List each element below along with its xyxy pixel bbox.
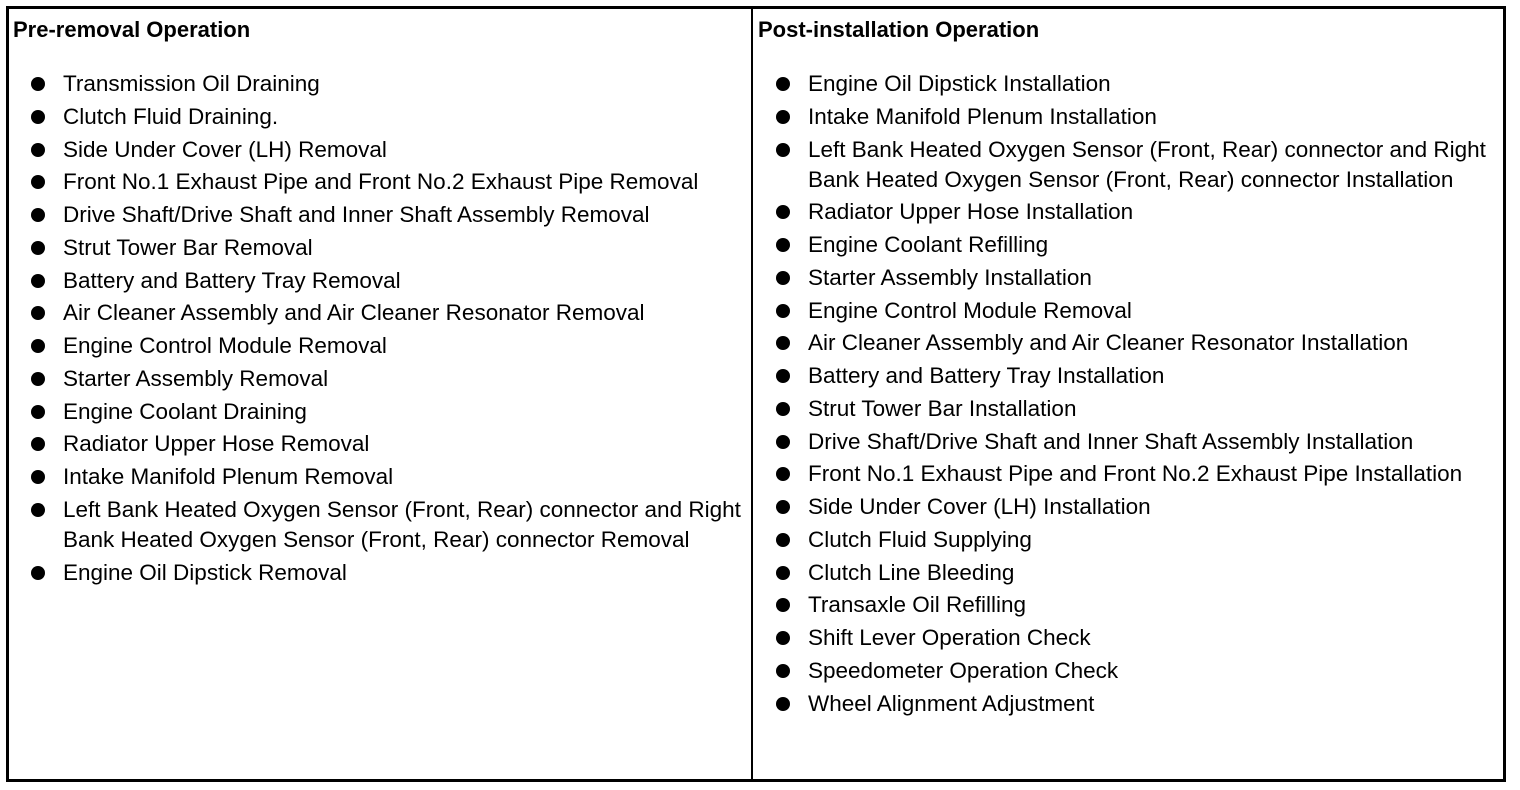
pre-removal-heading: Pre-removal Operation (13, 17, 251, 42)
list-item (758, 135, 1497, 195)
post-installation-heading: Post-installation Operation (758, 17, 1040, 42)
list-item (758, 263, 1497, 293)
bullet-icon (776, 77, 790, 91)
bullet-icon (31, 208, 45, 222)
bullet-icon (776, 205, 790, 219)
list-item-text: Starter Assembly Removal (63, 365, 329, 391)
list-item (13, 200, 743, 230)
list-item-text: Starter Assembly Installation (808, 264, 1092, 290)
list-item-text: Engine Oil Dipstick Installation (808, 71, 1111, 96)
pre-removal-column (9, 9, 753, 779)
list-item (13, 429, 743, 459)
list-item (758, 689, 1497, 719)
list-item (758, 492, 1497, 522)
list-item-text: Front No.1 Exhaust Pipe and Front No.2 Exhaust Pipe Installation (808, 461, 1463, 487)
list-item-text: Left Bank Heated Oxygen Sensor (Front, Rear) connector and Right Bank Heated Oxygen Sensor (Front, Rear) connector Removal (63, 496, 741, 552)
list-item-text: Intake Manifold Plenum Removal (63, 464, 394, 489)
list-item-text: Drive Shaft/Drive Shaft and Inner Shaft Assembly Removal (63, 202, 650, 227)
list-item (758, 427, 1497, 457)
bullet-icon (776, 467, 790, 481)
bullet-icon (31, 306, 45, 320)
list-item-text: Strut Tower Bar Installation (808, 395, 1077, 421)
list-item-text: Side Under Cover (LH) Removal (63, 136, 387, 162)
bullet-icon (31, 175, 45, 189)
bullet-icon (31, 241, 45, 255)
list-item (13, 397, 743, 427)
list-item (758, 197, 1497, 227)
list-item (13, 167, 743, 197)
list-item (13, 69, 743, 99)
list-item-text: Engine Control Module Removal (63, 333, 387, 358)
bullet-icon (776, 402, 790, 416)
bullet-icon (31, 405, 45, 419)
post-installation-list (758, 69, 1497, 719)
list-item (13, 102, 743, 132)
bullet-icon (776, 435, 790, 449)
list-item (13, 298, 743, 328)
bullet-icon (776, 304, 790, 318)
bullet-icon (31, 110, 45, 124)
list-item-text: Battery and Battery Tray Removal (63, 267, 401, 293)
bullet-icon (776, 110, 790, 124)
list-item (13, 364, 743, 394)
list-item (758, 656, 1497, 686)
bullet-icon (31, 274, 45, 288)
bullet-icon (776, 598, 790, 612)
list-item (13, 233, 743, 263)
list-item (758, 459, 1497, 489)
list-item-text: Radiator Upper Hose Removal (63, 431, 370, 457)
list-item-text: Side Under Cover (LH) Installation (808, 494, 1151, 519)
list-item (13, 495, 743, 555)
list-item (758, 328, 1497, 358)
bullet-icon (776, 369, 790, 383)
bullet-icon (776, 664, 790, 678)
list-item-text: Engine Oil Dipstick Removal (63, 559, 347, 585)
list-item (758, 69, 1497, 99)
list-item-text: Clutch Line Bleeding (808, 559, 1015, 585)
list-item-text: Battery and Battery Tray Installation (808, 363, 1165, 388)
list-item-text: Strut Tower Bar Removal (63, 234, 313, 260)
list-item (758, 558, 1497, 588)
list-item (758, 102, 1497, 132)
list-item-text: Drive Shaft/Drive Shaft and Inner Shaft Assembly Installation (808, 428, 1414, 454)
list-item-text: Left Bank Heated Oxygen Sensor (Front, Rear) connector and Right Bank Heated Oxygen Sensor (Front, Rear) connector Installation (808, 136, 1486, 192)
list-item (758, 230, 1497, 260)
bullet-icon (31, 339, 45, 353)
list-item-text: Shift Lever Operation Check (808, 625, 1091, 650)
list-item (13, 331, 743, 361)
list-item (758, 590, 1497, 620)
pre-removal-list (13, 69, 743, 588)
list-item (13, 558, 743, 588)
bullet-icon (31, 503, 45, 517)
list-item-text: Wheel Alignment Adjustment (808, 690, 1095, 716)
list-item-text: Engine Coolant Draining (63, 398, 307, 424)
bullet-icon (31, 143, 45, 157)
list-item-text: Clutch Fluid Supplying (808, 526, 1032, 552)
bullet-icon (776, 631, 790, 645)
list-item-text: Clutch Fluid Draining. (63, 103, 279, 129)
list-item (13, 266, 743, 296)
bullet-icon (31, 437, 45, 451)
list-item-text: Intake Manifold Plenum Installation (808, 103, 1157, 129)
list-item (758, 394, 1497, 424)
list-item-text: Speedometer Operation Check (808, 657, 1119, 683)
list-item-text: Radiator Upper Hose Installation (808, 199, 1134, 225)
list-item-text: Engine Control Module Removal (808, 297, 1132, 323)
list-item (758, 623, 1497, 653)
list-item (758, 361, 1497, 391)
list-item-text: Transaxle Oil Refilling (808, 592, 1026, 618)
bullet-icon (776, 143, 790, 157)
list-item-text: Transmission Oil Draining (63, 71, 320, 96)
operations-table (6, 6, 1506, 782)
list-item (758, 296, 1497, 326)
post-installation-column (753, 9, 1503, 779)
list-item-text: Air Cleaner Assembly and Air Cleaner Resonator Removal (63, 300, 645, 326)
list-item-text: Air Cleaner Assembly and Air Cleaner Resonator Installation (808, 330, 1409, 356)
bullet-icon (31, 77, 45, 91)
bullet-icon (776, 238, 790, 252)
list-item (758, 525, 1497, 555)
bullet-icon (776, 533, 790, 547)
bullet-icon (776, 271, 790, 285)
list-item-text: Front No.1 Exhaust Pipe and Front No.2 Exhaust Pipe Removal (63, 169, 699, 195)
bullet-icon (776, 566, 790, 580)
list-item-text: Engine Coolant Refilling (808, 232, 1049, 257)
list-item (13, 462, 743, 492)
list-item (13, 135, 743, 165)
bullet-icon (776, 697, 790, 711)
bullet-icon (31, 470, 45, 484)
bullet-icon (31, 372, 45, 386)
bullet-icon (776, 336, 790, 350)
bullet-icon (776, 500, 790, 514)
bullet-icon (31, 566, 45, 580)
